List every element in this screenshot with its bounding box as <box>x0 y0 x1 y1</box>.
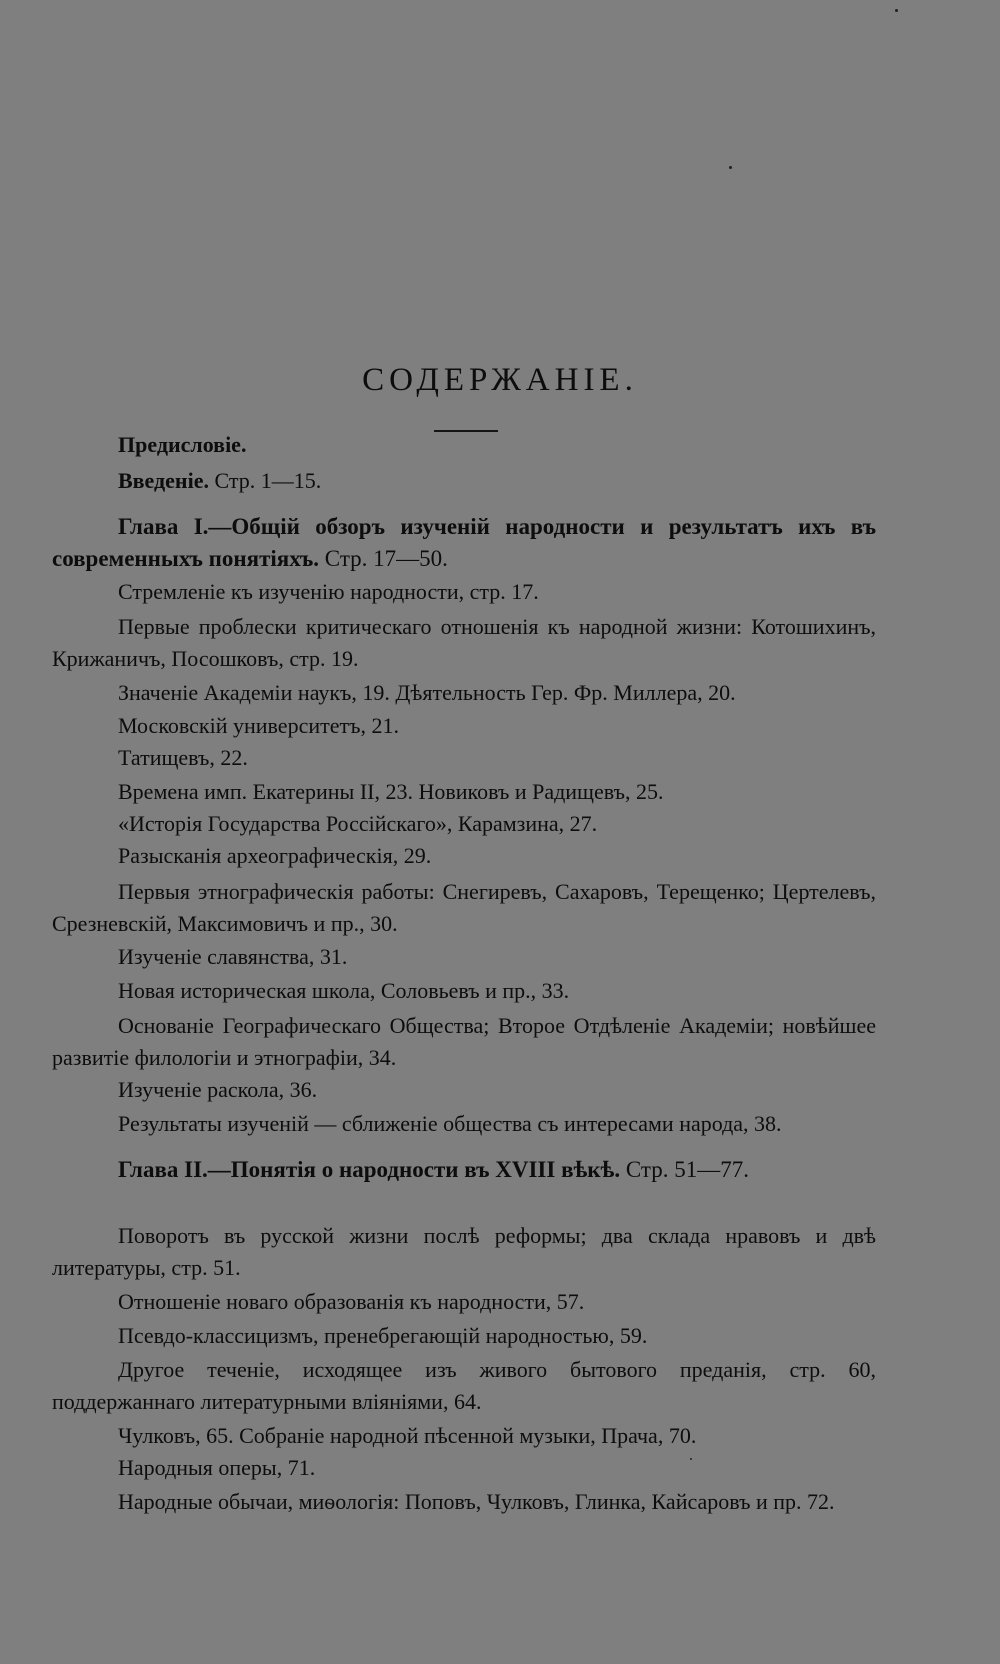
preface-entry: Предисловіе. <box>118 432 247 457</box>
toc-item: Московскій университетъ, 21. <box>118 713 399 738</box>
chapter1-heading <box>52 511 876 575</box>
toc-item: Новая историческая школа, Соловьевъ и пр., 33. <box>118 978 570 1003</box>
dust-speck <box>729 166 732 169</box>
toc-item: Псевдо-классицизмъ, пренебрегающій народностью, 59. <box>118 1323 648 1348</box>
toc-item: Изученіе раскола, 36. <box>118 1077 318 1102</box>
chapter2-pages: Стр. 51—77. <box>625 1157 749 1182</box>
dust-speck <box>895 9 898 12</box>
toc-item: Народныя оперы, 71. <box>118 1455 316 1480</box>
toc-item: Стремленіе къ изученію народности, стр. 17. <box>118 579 539 604</box>
chapter1-title: Глава I.—Общій обзоръ изученій народности и результатъ ихъ въ современныхъ понятіяхъ. <box>52 514 876 571</box>
toc-item: Татищевъ, 22. <box>118 745 248 770</box>
toc-item: Первые проблески критическаго отношенія къ народной жизни: Котошихинъ, Крижаничъ, Посошковъ, стр. 19. <box>52 614 876 671</box>
intro-entry <box>52 465 876 497</box>
toc-item: Разысканія археографическія, 29. <box>118 843 432 868</box>
toc-item: Результаты изученій — сближеніе общества съ интересами народа, 38. <box>118 1111 782 1136</box>
toc-item: Изученіе славянства, 31. <box>118 944 348 969</box>
chapter1-pages: Стр. 17—50. <box>324 546 448 571</box>
page-title: СОДЕРЖАНІЕ. <box>362 362 638 398</box>
toc-item: Другое теченіе, исходящее изъ живого бытового преданія, стр. 60, поддержаннаго литературными вліяніями, 64. <box>52 1357 876 1414</box>
toc-item: «Исторія Государства Россійскаго», Карамзина, 27. <box>118 811 598 836</box>
chapter2-title: Глава II.—Понятія о народности въ XVIII вѣкѣ. <box>118 1157 621 1182</box>
toc-item: Основаніе Географическаго Общества; Второе Отдѣленіе Академіи; новѣйшее развитіе филологіи и этнографіи, 34. <box>52 1013 876 1070</box>
toc-item: Народные обычаи, миѳологія: Поповъ, Чулковъ, Глинка, Кайсаровъ и пр. 72. <box>118 1489 835 1514</box>
intro-title: Введеніе. <box>118 468 209 493</box>
toc-item: Чулковъ, 65. Собраніе народной пѣсенной музыки, Прача, 70. <box>118 1423 697 1448</box>
intro-pages: Стр. 1—15. <box>214 468 322 493</box>
toc-item: Первыя этнографическія работы: Снегиревъ, Сахаровъ, Терещенко; Цертелевъ, Срезневскій, Максимовичъ и пр., 30. <box>52 879 876 936</box>
toc-item: Поворотъ въ русской жизни послѣ реформы; два склада нравовъ и двѣ литературы, стр. 51. <box>52 1223 876 1280</box>
toc-item: Отношеніе новаго образованія къ народности, 57. <box>118 1289 585 1314</box>
chapter2-heading <box>52 1154 876 1186</box>
toc-item: Значеніе Академіи наукъ, 19. Дѣятельность Гер. Фр. Миллера, 20. <box>118 680 736 705</box>
toc-item: Времена имп. Екатерины II, 23. Новиковъ и Радищевъ, 25. <box>118 779 664 804</box>
